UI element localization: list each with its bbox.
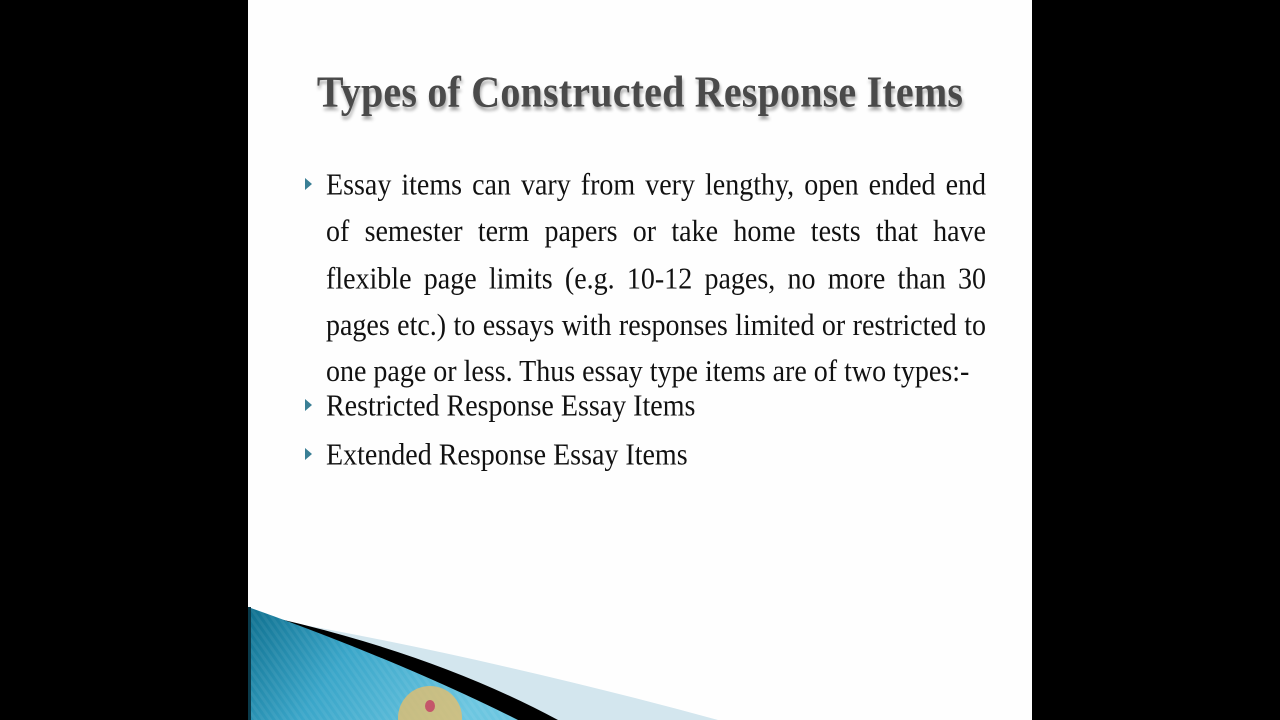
bullet-text: Extended Response Essay Items bbox=[326, 438, 688, 472]
triangle-bullet-icon bbox=[305, 399, 312, 411]
cursor-highlight-icon bbox=[398, 686, 462, 720]
bullet-item-essay-description bbox=[304, 162, 986, 390]
cursor-dot-icon bbox=[425, 700, 435, 712]
bullet-item-restricted-response bbox=[304, 383, 986, 426]
triangle-bullet-icon bbox=[305, 178, 312, 190]
bullet-item-extended-response bbox=[304, 432, 986, 475]
bullet-text: Restricted Response Essay Items bbox=[326, 389, 696, 424]
triangle-bullet-icon bbox=[305, 448, 312, 460]
slide-title: Types of Constructed Response Items bbox=[316, 66, 964, 117]
slide-content bbox=[304, 162, 986, 475]
presentation-slide bbox=[248, 0, 1032, 720]
bullet-text: Essay items can vary from very lengthy, open ended end of semester term papers or take home tests that have flexible page limits (e.g. 10-12 pages, no more than 30 pages etc.) to essays with responses limited or restricted to one page or less. Thus essay type items are of two types:- bbox=[326, 168, 986, 390]
